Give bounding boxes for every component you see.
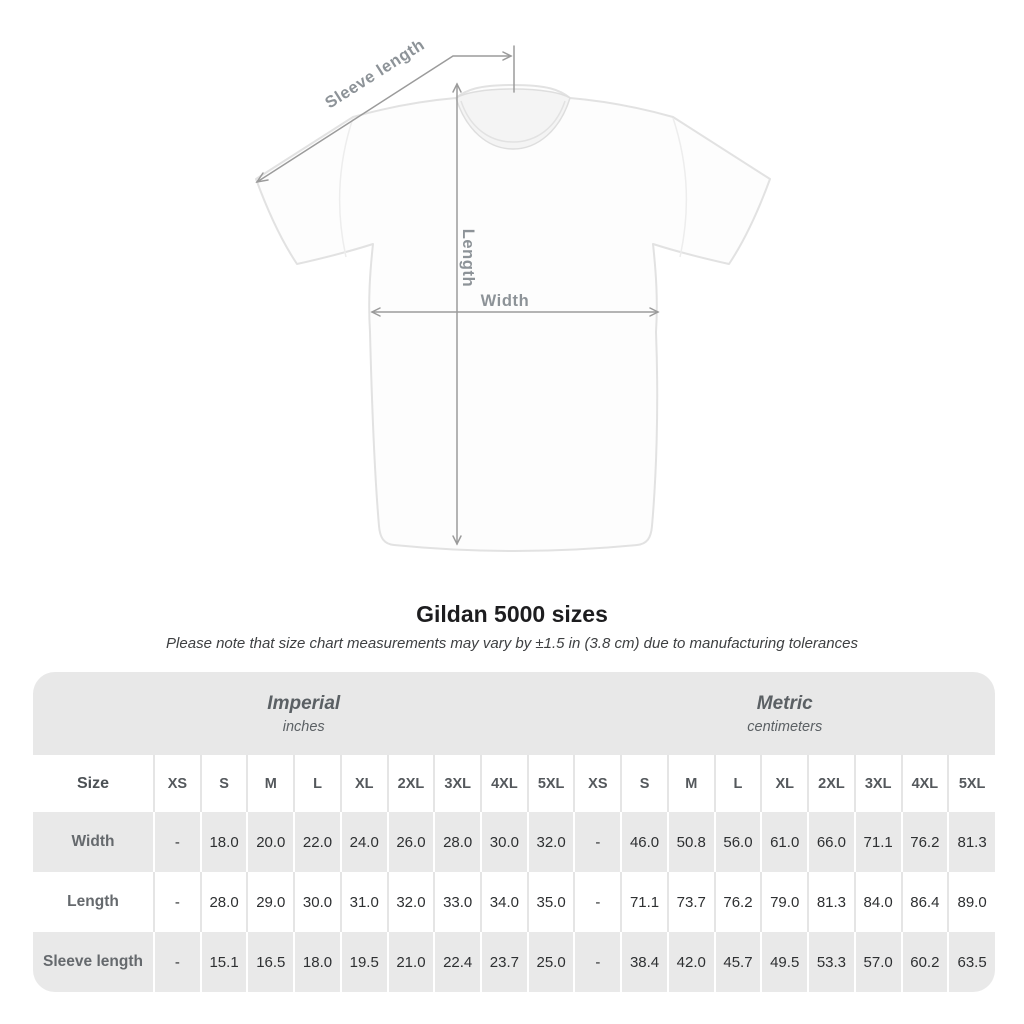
value-cell: 45.7 xyxy=(715,932,762,992)
value-cell: 30.0 xyxy=(294,872,341,932)
value-cell: 33.0 xyxy=(434,872,481,932)
value-cell: 18.0 xyxy=(201,812,248,872)
value-cell: 32.0 xyxy=(388,872,435,932)
unit-group-header-row xyxy=(33,672,995,755)
unit-group-metric xyxy=(574,672,995,755)
page-title: Gildan 5000 sizes xyxy=(416,601,608,627)
value-cell: 61.0 xyxy=(761,812,808,872)
value-cell: - xyxy=(574,932,621,992)
size-col-header: 5XL xyxy=(948,755,995,812)
metric-label: Metric xyxy=(756,692,813,714)
size-col-header: M xyxy=(668,755,715,812)
value-cell: 49.5 xyxy=(761,932,808,992)
page-subtitle: Please note that size chart measurements may vary by ±1.5 in (3.8 cm) due to manufacturing tolerances xyxy=(166,635,858,652)
value-cell: 79.0 xyxy=(761,872,808,932)
value-cell: 81.3 xyxy=(808,872,855,932)
table-row-length xyxy=(33,872,995,932)
value-cell: 42.0 xyxy=(668,932,715,992)
value-cell: 38.4 xyxy=(621,932,668,992)
value-cell: 50.8 xyxy=(668,812,715,872)
value-cell: 89.0 xyxy=(948,872,995,932)
value-cell: 81.3 xyxy=(948,812,995,872)
value-cell: 19.5 xyxy=(341,932,388,992)
value-cell: 16.5 xyxy=(247,932,294,992)
value-cell: 66.0 xyxy=(808,812,855,872)
value-cell: 86.4 xyxy=(902,872,949,932)
value-cell: 35.0 xyxy=(528,872,575,932)
value-cell: 29.0 xyxy=(247,872,294,932)
value-cell: 34.0 xyxy=(481,872,528,932)
size-header-cell: Size xyxy=(33,755,154,812)
size-col-header: XS xyxy=(154,755,201,812)
value-cell: - xyxy=(574,872,621,932)
metric-unit-label: centimeters xyxy=(747,718,823,735)
value-cell: 28.0 xyxy=(434,812,481,872)
value-cell: 60.2 xyxy=(902,932,949,992)
size-col-header: 4XL xyxy=(481,755,528,812)
size-col-header: 2XL xyxy=(808,755,855,812)
value-cell: - xyxy=(154,872,201,932)
table-row-sleeve-length xyxy=(33,932,995,992)
size-table xyxy=(33,672,995,992)
size-col-header: XL xyxy=(341,755,388,812)
value-cell: 57.0 xyxy=(855,932,902,992)
row-label: Length xyxy=(33,872,154,932)
value-cell: 76.2 xyxy=(715,872,762,932)
value-cell: 31.0 xyxy=(341,872,388,932)
value-cell: 28.0 xyxy=(201,872,248,932)
tshirt-body xyxy=(256,85,770,551)
size-col-header: S xyxy=(201,755,248,812)
value-cell: 56.0 xyxy=(715,812,762,872)
size-col-header: XS xyxy=(574,755,621,812)
row-label: Sleeve length xyxy=(33,932,154,992)
value-cell: 53.3 xyxy=(808,932,855,992)
value-cell: 15.1 xyxy=(201,932,248,992)
size-col-header: 5XL xyxy=(528,755,575,812)
size-col-header: L xyxy=(715,755,762,812)
value-cell: 25.0 xyxy=(528,932,575,992)
value-cell: 76.2 xyxy=(902,812,949,872)
size-col-header: S xyxy=(621,755,668,812)
table-row-width xyxy=(33,812,995,872)
unit-group-imperial xyxy=(33,672,574,755)
size-col-header: 3XL xyxy=(434,755,481,812)
value-cell: - xyxy=(154,812,201,872)
size-col-header: 2XL xyxy=(388,755,435,812)
row-label: Width xyxy=(33,812,154,872)
value-cell: 71.1 xyxy=(621,872,668,932)
size-col-header: XL xyxy=(761,755,808,812)
size-col-header: M xyxy=(247,755,294,812)
value-cell: 73.7 xyxy=(668,872,715,932)
value-cell: 18.0 xyxy=(294,932,341,992)
value-cell: 32.0 xyxy=(528,812,575,872)
value-cell: 26.0 xyxy=(388,812,435,872)
value-cell: 30.0 xyxy=(481,812,528,872)
size-table-card xyxy=(33,672,995,992)
imperial-label: Imperial xyxy=(267,692,341,714)
size-header-row xyxy=(33,755,995,812)
value-cell: 22.0 xyxy=(294,812,341,872)
tshirt-illustration xyxy=(256,85,770,551)
imperial-unit-label: inches xyxy=(282,718,325,735)
value-cell: 22.4 xyxy=(434,932,481,992)
value-cell: 21.0 xyxy=(388,932,435,992)
value-cell: 20.0 xyxy=(247,812,294,872)
size-col-header: L xyxy=(294,755,341,812)
length-label: Length xyxy=(459,228,477,288)
value-cell: 71.1 xyxy=(855,812,902,872)
value-cell: 24.0 xyxy=(341,812,388,872)
value-cell: 23.7 xyxy=(481,932,528,992)
sleeve-length-label: Sleeve length xyxy=(322,35,428,113)
value-cell: 84.0 xyxy=(855,872,902,932)
value-cell: 63.5 xyxy=(948,932,995,992)
size-col-header: 4XL xyxy=(902,755,949,812)
value-cell: - xyxy=(574,812,621,872)
size-col-header: 3XL xyxy=(855,755,902,812)
width-label: Width xyxy=(480,292,530,310)
value-cell: 46.0 xyxy=(621,812,668,872)
value-cell: - xyxy=(154,932,201,992)
